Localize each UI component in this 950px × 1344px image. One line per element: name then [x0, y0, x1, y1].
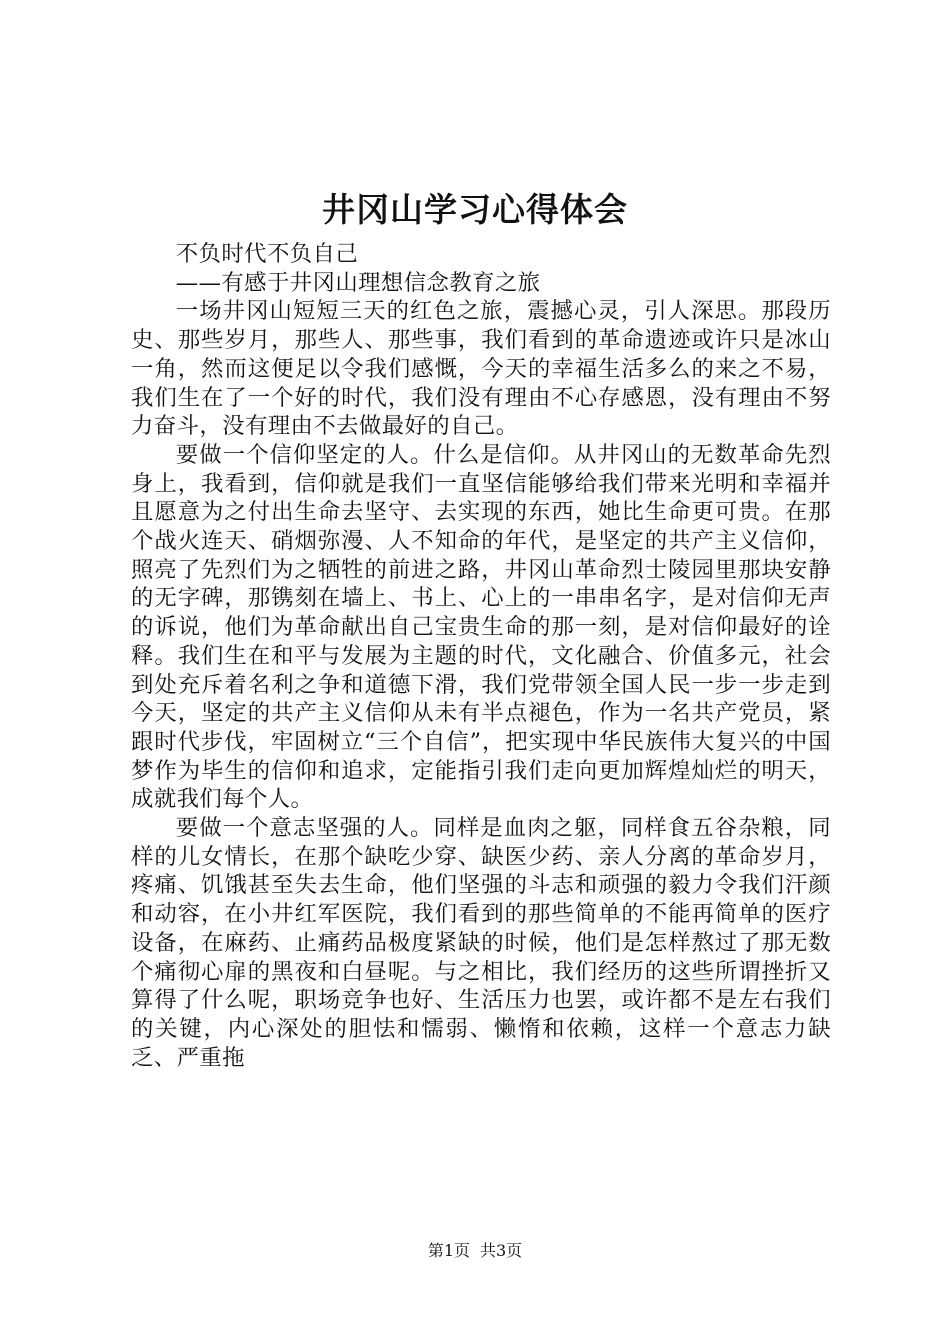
body-paragraph: 一场井冈山短短三天的红色之旅，震撼心灵，引人深思。那段历史、那些岁月，那些人、那些事，我们看到的革命遗迹或许只是冰山一角，然而这便足以令我们感慨，今天的幸福生活多么的来之不易，我们生在了一个好的时代，我们没有理由不心存感恩，没有理由不努力奋斗，没有理由不去做最好的自己。 [131, 298, 831, 440]
document-body [131, 240, 831, 1072]
document-title: 井冈山学习心得体会 [322, 190, 628, 229]
body-paragraph: 要做一个信仰坚定的人。什么是信仰。从井冈山的无数革命先烈身上，我看到，信仰就是我们一直坚信能够给我们带来光明和幸福并且愿意为之付出生命去坚守、去实现的东西，她比生命更可贵。在那个战火连天、硝烟弥漫、人不知命的年代，是坚定的共产主义信仰，照亮了先烈们为之牺牲的前进之路，井冈山革命烈士陵园里那块安静的无字碑，那镌刻在墙上、书上、心上的一串串名字，是对信仰无声的诉说，他们为革命献出自己宝贵生命的那一刻，是对信仰最好的诠释。我们生在和平与发展为主题的时代，文化融合、价值多元，社会到处充斥着名利之争和道德下滑，我们党带领全国人民一步一步走到今天，坚定的共产主义信仰从未有半点褪色，作为一名共产党员，紧跟时代步伐，牢固树立“三个自信”，把实现中华民族伟大复兴的中国梦作为毕生的信仰和追求，定能指引我们走向更加辉煌灿烂的明天，成就我们每个人。 [131, 441, 831, 813]
page-number: 第1页 [427, 1241, 470, 1260]
page-total: 共3页 [480, 1241, 523, 1260]
subtitle-line: 不负时代不负自己 [175, 241, 359, 267]
body-paragraph: 要做一个意志坚强的人。同样是血肉之躯，同样食五谷杂粮，同样的儿女情长，在那个缺吃少穿、缺医少药、亲人分离的革命岁月，疼痛、饥饿甚至失去生命，他们坚强的斗志和顽强的毅力令我们汗颜和动容，在小井红军医院，我们看到的那些简单的不能再简单的医疗设备，在麻药、止痛药品极度紧缺的时候，他们是怎样熬过了那无数个痛彻心扉的黑夜和白昼呢。与之相比，我们经历的这些所谓挫折又算得了什么呢，职场竞争也好、生活压力也罢，或许都不是左右我们的关键，内心深处的胆怯和懦弱、懒惰和依赖，这样一个意志力缺乏、严重拖 [131, 815, 831, 1071]
page-footer [0, 1240, 950, 1262]
subtitle-line: ——有感于井冈山理想信念教育之旅 [175, 269, 541, 296]
